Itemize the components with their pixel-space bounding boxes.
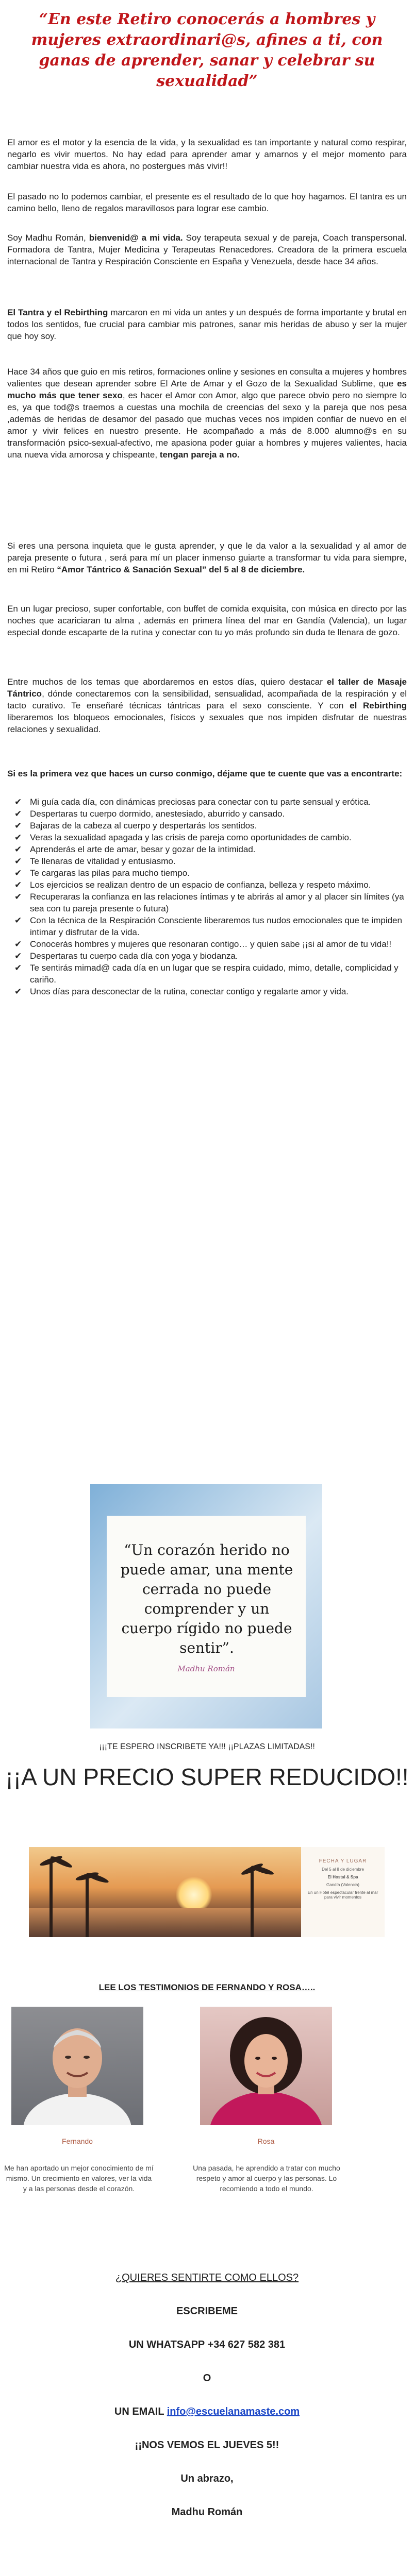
tantra-text-b: marcaron en mi vida un antes y un después de forma importante y brutal en todos los sentidos, fue crucial para cambiar mis patrones, sanar mis heridas de abuso y ser la mujer que hoy soy. (7, 308, 407, 341)
fernando-testimonial: Me han aportado un mejor conocimiento de mí mismo. Un crecimiento en valores, ver la vida y a las personas desde el corazón. (4, 2164, 154, 2193)
tantra-paragraph (7, 307, 407, 342)
invitation-text-b: “Amor Tántrico & Sanación Sexual” del 5 al 8 de diciembre. (57, 565, 305, 574)
venue-info-dates: Del 5 al 8 de diciembre (322, 1867, 364, 1872)
benefit-item (7, 986, 407, 997)
venue-info-note: En un Hotel espectacular frente al mar para vivir momentos (307, 1890, 378, 1900)
benefit-text: Despertaras tu cuerpo dormido, anestesiado, aburrido y cansado. (30, 809, 285, 819)
cta-question: ¿QUIERES SENTIRTE COMO ELLOS? (115, 2272, 299, 2283)
benefit-item (7, 938, 407, 950)
invitation-text-a: Si eres una persona inquieta que le gusta aprender, y que le da valor a la sexualidad y al amor de pareja presente o futura , será para mí un placer inmenso guiarte a transformar tu vida para siempre, en mi Retiro (7, 541, 407, 574)
testimonials-title: LEE LOS TESTIMONIOS DE FERNANDO Y ROSA….. (98, 1982, 316, 1992)
cta-email-line (0, 2406, 414, 2418)
first-time-paragraph: Si es la primera vez que haces un curso conmigo, déjame que te cuente que vas a encontrarte: (7, 769, 403, 778)
benefit-text: Unos días para desconectar de la rutina, conectar contigo y regalarte amor y vida. (30, 987, 349, 996)
check-mark-icon: ✔ (14, 844, 22, 854)
benefit-item (7, 855, 407, 867)
benefit-text: Aprenderás el arte de amar, besar y gozar de la intimidad. (30, 844, 256, 854)
venue-info-city: Gandía (Valencia) (326, 1883, 359, 1887)
rosa-name: Rosa (257, 2137, 275, 2145)
venue-banner (29, 1847, 385, 1937)
fernando-portrait-icon (11, 2007, 143, 2125)
cta-whatsapp[interactable]: UN WHATSAPP +34 627 582 381 (128, 2339, 286, 2350)
bio-text-a: Soy Madhu Román, (7, 233, 89, 243)
venue-paragraph: En un lugar precioso, super confortable, con buffet de comida exquisita, con música en directo por las noches que acariciaran tu alma , además en primera línea del mar en Gandía (Valencia), un lugar especial donde escaparte de la rutina y conectar con tu yo más profundo sin duda te llenara de gozo. (7, 604, 407, 637)
check-mark-icon: ✔ (14, 939, 22, 949)
palm-tree-icon (86, 1875, 89, 1937)
benefit-text: Veras la sexualidad apagada y las crisis de pareja como oportunidades de cambio. (30, 833, 352, 842)
intro-paragraph: El amor es el motor y la esencia de la vida, y la sexualidad es tan importante y natural como respirar, negarlo es vivir muertos. No hay edad para aprender amar y amarnos y el mejor momento para cambiar nuestra vida es ahora, no postergues más vivir!! (7, 138, 407, 171)
cta-email-prefix: UN EMAIL (114, 2406, 167, 2417)
venue-info-name: El Hostal & Spa (327, 1875, 358, 1879)
check-mark-icon: ✔ (14, 856, 22, 866)
quote-card (90, 1484, 322, 1728)
check-mark-icon: ✔ (14, 963, 22, 973)
check-mark-icon: ✔ (14, 892, 22, 902)
topics-text-b: el taller de Masaje Tántrico (7, 677, 407, 699)
benefit-item (7, 867, 407, 879)
benefit-item (7, 832, 407, 843)
benefit-text: Con la técnica de la Respiración Consciente liberaremos tus nudos emocionales que te impiden intimar y disfrutar de la vida. (30, 916, 402, 937)
check-mark-icon: ✔ (14, 833, 22, 842)
topics-text-e: liberaremos los bloqueos emocionales, físicos y sexuales que nos impiden disfrutar de nuestras relaciones y sexualidad. (7, 713, 407, 734)
rosa-portrait-icon (200, 2007, 332, 2125)
headline: “En este Retiro conocerás a hombres y mujeres extraordinari@s, afines a ti, con ganas de aprender, sanar y celebrar su sexualidad” (31, 10, 383, 90)
benefit-item (7, 808, 407, 820)
check-mark-icon: ✔ (14, 951, 22, 961)
experience-paragraph (7, 366, 407, 461)
benefit-text: Los ejercicios se realizan dentro de un espacio de confianza, belleza y respeto máximo. (30, 880, 371, 890)
cta-signature: Madhu Román (171, 2506, 243, 2518)
benefit-text: Mi guía cada día, con dinámicas preciosas para conectar con tu parte sensual y erótica. (30, 797, 371, 807)
cta-see-you: ¡¡NOS VEMOS EL JUEVES 5!! (135, 2439, 279, 2451)
fernando-photo (11, 2007, 143, 2125)
bio-text-c: Soy terapeuta sexual y de pareja, Coach transpersonal. Formadora de Tantra, Mujer Medicina y Terapeutas Renacedores. Creadora de la primera escuela internacional de Tantra y Respiración Consciente en España y Venezuela, desde hace 34 años. (7, 233, 407, 266)
topics-paragraph (7, 676, 407, 735)
benefit-text: Conocerás hombres y mujeres que resonaran contigo… y quien sabe ¡¡si al amor de tu vida!! (30, 939, 392, 949)
past-paragraph: El pasado no lo podemos cambiar, el presente es el resultado de lo que hoy hagamos. El tantra es un camino bello, lleno de regalos maravillosos para lograr ese cambio. (7, 192, 407, 213)
quote-signature: Madhu Román (177, 1664, 235, 1673)
check-mark-icon: ✔ (14, 880, 22, 890)
benefit-item (7, 914, 407, 938)
benefit-text: Bajaras de la cabeza al cuerpo y despertarás los sentidos. (30, 821, 257, 831)
topics-text-a: Entre muchos de los temas que abordaremos en estos días, quiero destacar (7, 677, 327, 687)
benefit-text: Recuperaras la confianza en las relaciones íntimas y te abrirás al amor y al placer sin límites (ya sea con tu pareja presente o futura) (30, 892, 404, 913)
rosa-testimonial: Una pasada, he aprendido a tratar con mucho respeto y amor al cuerpo y las personas. Lo recomiendo a todo el mundo. (193, 2164, 340, 2193)
experience-text-d: tengan pareja a no. (159, 450, 240, 460)
palm-tree-icon (251, 1868, 254, 1937)
quote-text: “Un corazón herido no puede amar, una mente cerrada no puede comprender y un cuerpo rígido no puede sentir”. (120, 1541, 293, 1656)
palm-tree-icon (49, 1860, 53, 1937)
benefit-item (7, 950, 407, 962)
benefit-item (7, 879, 407, 891)
venue-info-title: FECHA Y LUGAR (319, 1858, 367, 1864)
fernando-name: Fernando (62, 2137, 93, 2145)
bio-paragraph (7, 232, 407, 267)
benefit-text: Despertaras tu cuerpo cada día con yoga y biodanza. (30, 951, 238, 961)
check-mark-icon: ✔ (14, 821, 22, 831)
tantra-text-a: El Tantra y el Rebirthing (7, 308, 108, 317)
benefit-item (7, 891, 407, 914)
topics-text-d: el Rebirthing (350, 701, 407, 710)
venue-info-panel (301, 1847, 385, 1937)
check-mark-icon: ✔ (14, 797, 22, 807)
cta-or: O (203, 2372, 211, 2384)
cta-write-me: ESCRIBEME (176, 2306, 238, 2317)
check-mark-icon: ✔ (14, 987, 22, 996)
experience-text-a: Hace 34 años que guio en mis retiros, formaciones online y sesiones en consulta a mujeres y hombres valientes que desean aprender sobre El Arte de Amar y el Gozo de la Sexualidad Sublime, que (7, 367, 407, 388)
rosa-photo (200, 2007, 332, 2125)
cta-hug: Un abrazo, (180, 2473, 234, 2484)
bio-text-b: bienvenid@ a mi vida. (89, 233, 183, 243)
topics-text-c: , dónde conectaremos con la sensibilidad, sensualidad, acompañada de la respiración y el tacto curativo. Te enseñaré técnicas tántricas para el sexo consciente. Y con (7, 689, 407, 710)
benefit-item (7, 843, 407, 855)
experience-text-c: , es hacer el Amor con Amor, algo que parece obvio pero no siempre lo es, ya que tod@s traemos a cuestas una mochila de creencias del sexo y la pareja que nos pesa ,además de heridas de desamor del pasado que muchas veces nos impiden confiar de nuevo en el amor y vivir felices en nuestro presente. He acompañado a más de 8.000 alumno@s en su transformación psico-sexual-afectivo, me apasiona poder guiar a hombres y mujeres valientes, hacia una nueva vida amorosa y chispeante, (7, 391, 407, 460)
benefit-item (7, 962, 407, 986)
promo-limited-places: ¡¡¡TE ESPERO INSCRIBETE YA!!! ¡¡PLAZAS LIMITADAS!! (99, 1742, 315, 1751)
benefit-text: Te cargaras las pilas para mucho tiempo. (30, 868, 190, 878)
check-mark-icon: ✔ (14, 868, 22, 878)
email-link[interactable]: info@escuelanamaste.com (167, 2406, 300, 2417)
benefit-text: Te sentirás mimad@ cada día en un lugar que se respira cuidado, mimo, detalle, complicidad y cariño. (30, 963, 399, 985)
invitation-paragraph (7, 540, 407, 575)
experience-text-b: es mucho más que tener sexo (7, 379, 407, 400)
benefit-text: Te llenaras de vitalidad y entusiasmo. (30, 856, 176, 866)
check-mark-icon: ✔ (14, 916, 22, 925)
check-mark-icon: ✔ (14, 809, 22, 819)
promo-price-headline: ¡¡A UN PRECIO SUPER REDUCIDO!! (5, 1764, 409, 1790)
benefits-list (7, 796, 407, 997)
benefit-item (7, 820, 407, 832)
benefit-item (7, 796, 407, 808)
